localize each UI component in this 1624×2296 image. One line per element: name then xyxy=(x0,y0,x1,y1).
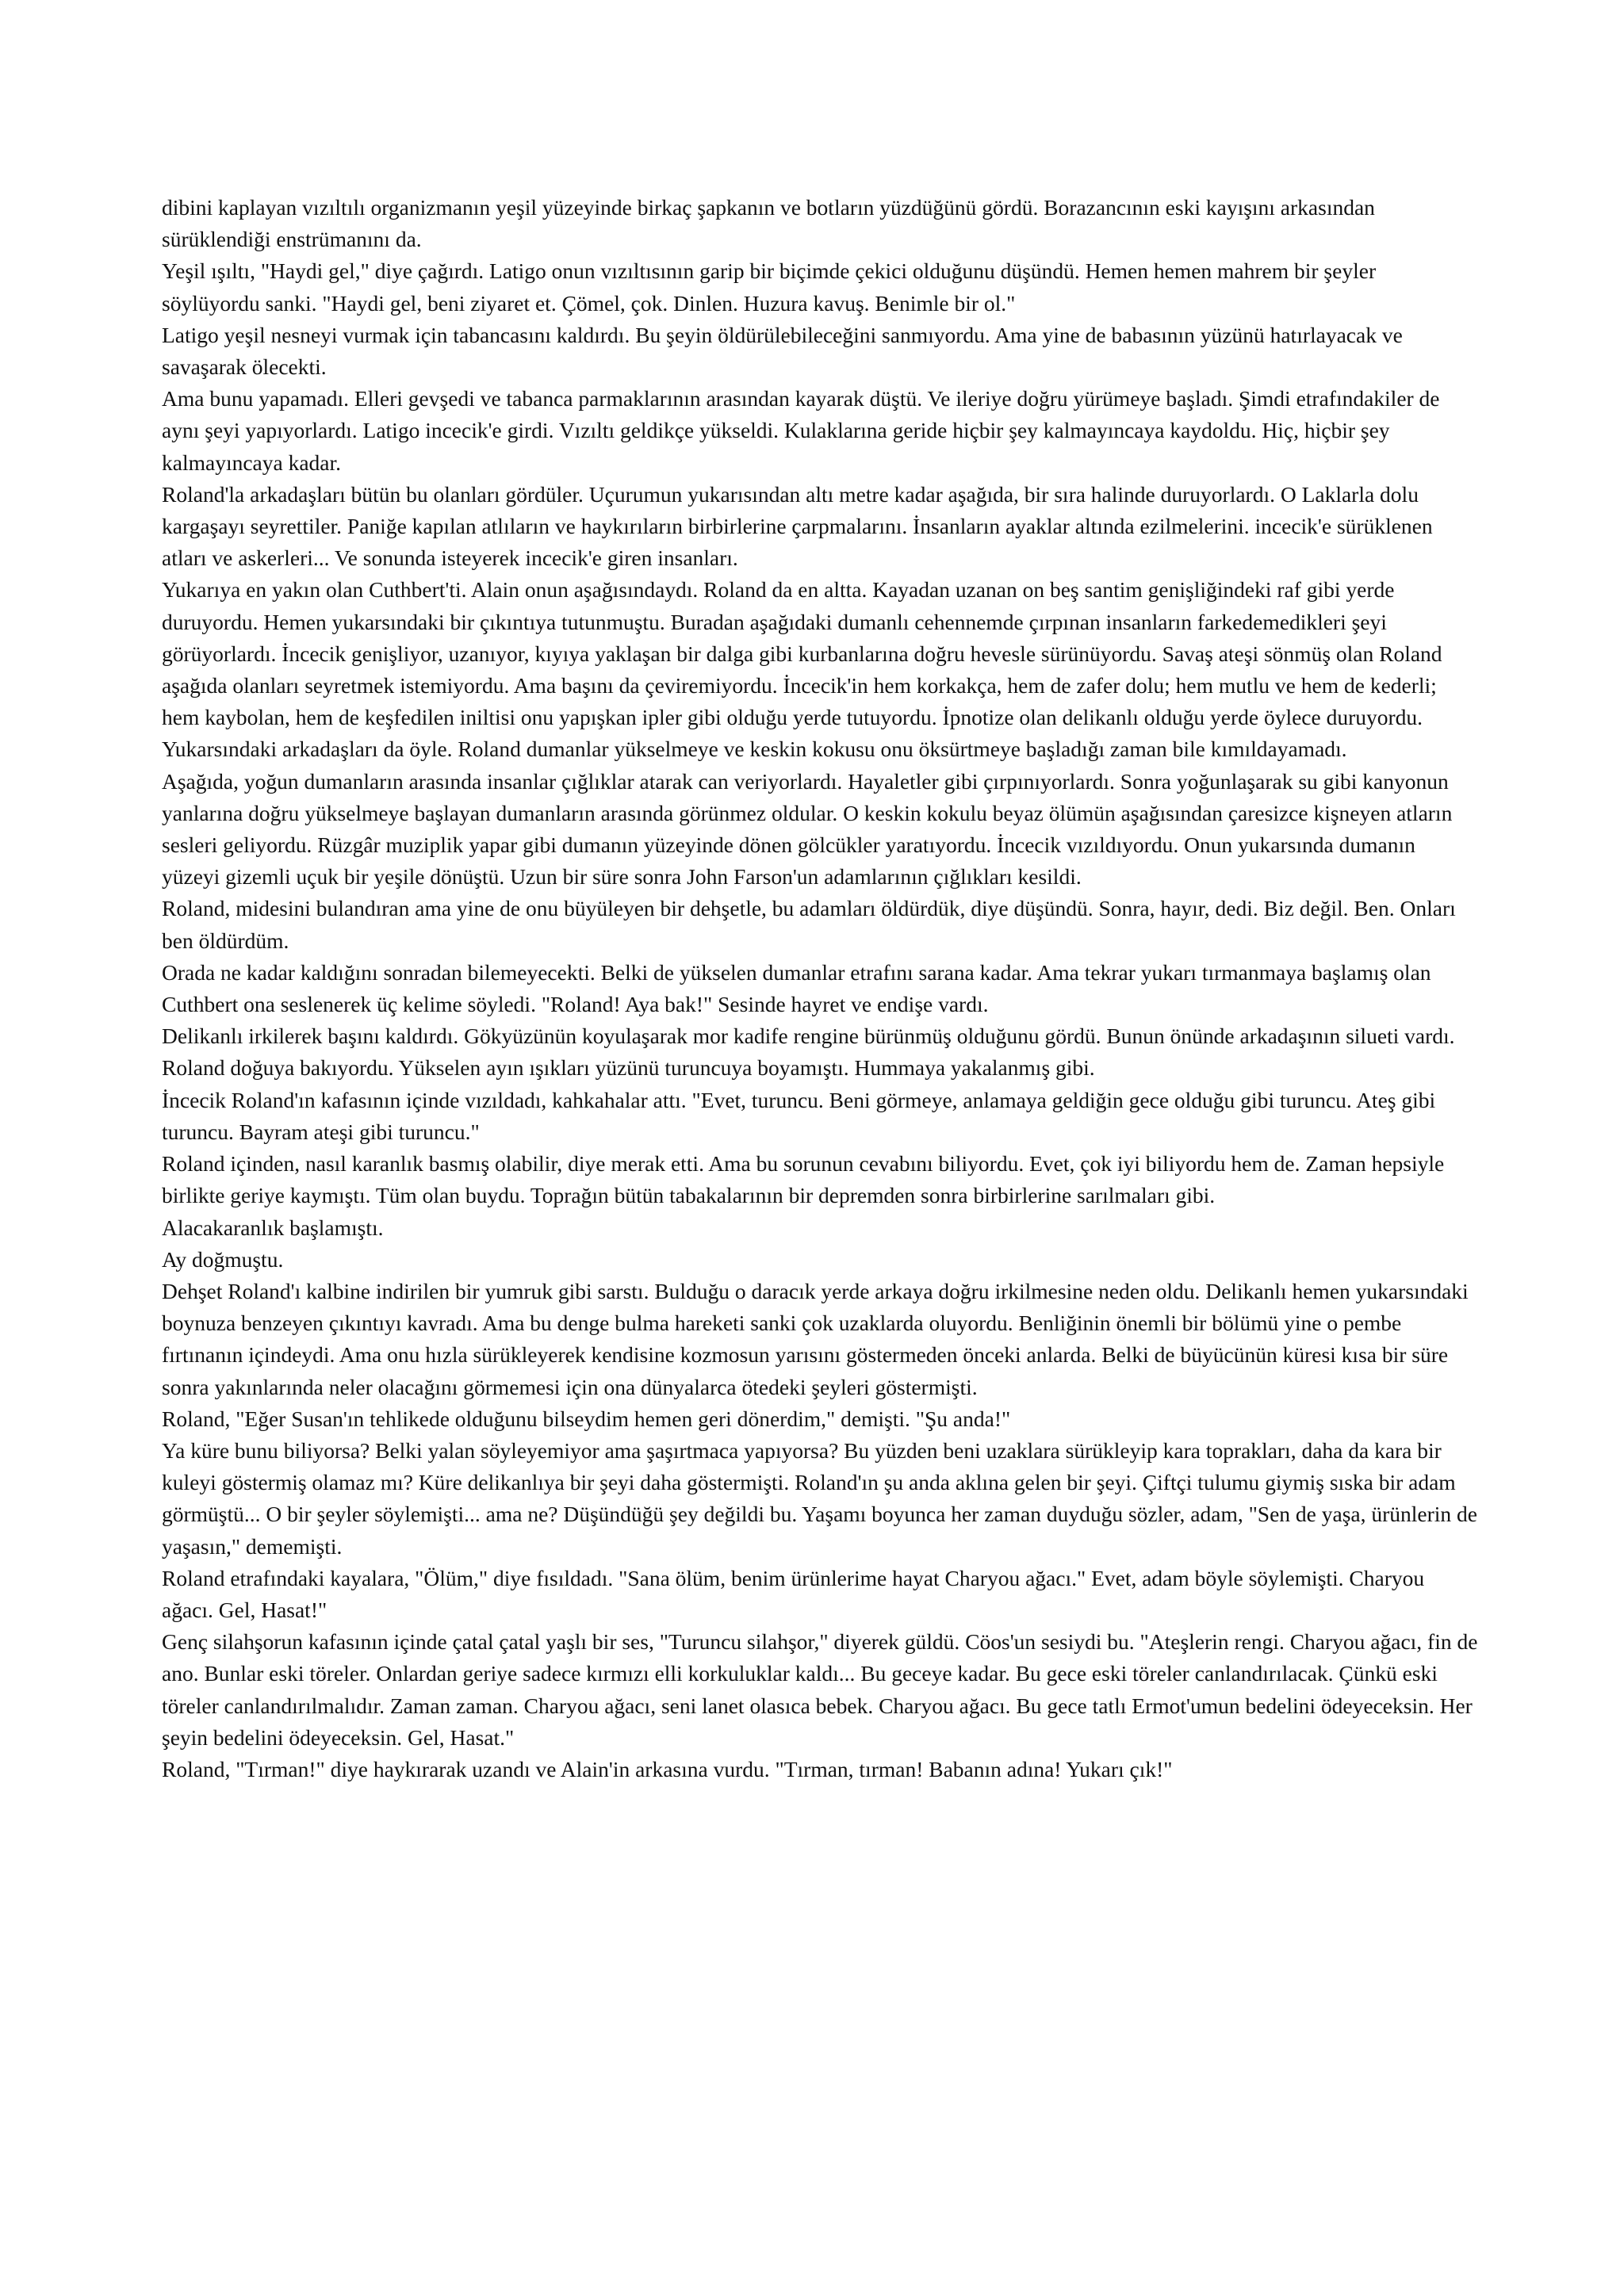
paragraph: Roland, "Tırman!" diye haykırarak uzandı ve Alain'in arkasına vurdu. "Tırman, tırman! Babanın adına! Yukarı çık!" xyxy=(162,1756,1173,1781)
paragraph: Ya küre bunu biliyorsa? Belki yalan söyleyemiyor ama şaşırtmaca yapıyorsa? Bu yüzden beni uzaklara sürükleyip kara toprakları, daha da kara bir kuleyi göstermiş olamaz mı? Küre delikanlıya bir şeyi daha göstermişti. Roland'ın şu anda aklına gelen bir şeyi. Çiftçi tulumu giymiş sıska bir adam görmüştü... O bir şeyler söylemişti... ama ne? Düşündüğü şey değildi bu. Yaşamı boyunca her zaman duyduğu sözler, adam, "Sen de yaşa, ürünlerin de yaşasın," dememişti. xyxy=(162,1437,1478,1559)
paragraph: Yeşil ışıltı, "Haydi gel," diye çağırdı. Latigo onun vızıltısının garip bir biçimde çekici olduğunu düşündü. Hemen hemen mahrem bir şeyler söylüyordu sanki. "Haydi gel, beni ziyaret et. Çömel, çok. Dinlen. Huzura kavuş. Benimle bir ol." xyxy=(162,258,1377,316)
paragraph: Delikanlı irkilerek başını kaldırdı. Gökyüzünün koyulaşarak mor kadife rengine bürünmüş olduğunu gördü. Bunun önünde arkadaşının silueti vardı. Roland doğuya bakıyordu. Yükselen ayın ışıkları yüzünü turuncuya boyamıştı. Hummaya yakalanmış gibi. xyxy=(162,1024,1455,1081)
paragraph: Yukarıya en yakın olan Cuthbert'ti. Alain onun aşağısındaydı. Roland da en altta. Kayadan uzanan on beş santim genişliğindeki raf gibi yerde duruyordu. Hemen yukarsındaki bir çıkıntıya tutunmuştu. Buradan aşağıdaki dumanlı cehennemde çırpınan insanların farkedemedikleri şeyi görüyorlardı. İncecik genişliyor, uzanıyor, kıyıya yaklaşan bir dalga gibi kurbanlarına doğru hevesle sürünüyordu. Savaş ateşi sönmüş olan Roland aşağıda olanları seyretmek istemiyordu. Ama başını da çeviremiyordu. İncecik'in hem korkakça, hem de zafer dolu; hem mutlu ve hem de kederli; hem kaybolan, hem de keşfedilen iniltisi onu yapışkan ipler gibi olduğu yerde tutuyordu. İpnotize olan delikanlı olduğu yerde öylece duruyordu. Yukarsındaki arkadaşları da öyle. Roland dumanlar yükselmeye ve keskin kokusu onu öksürtmeye başladığı zaman bile kımıldayamadı. xyxy=(162,577,1442,762)
paragraph: Dehşet Roland'ı kalbine indirilen bir yumruk gibi sarstı. Bulduğu o daracık yerde arkaya doğru irkilmesine neden oldu. Delikanlı hemen yukarsındaki boynuza benzeyen çıkıntıyı kavradı. Ama bu denge bulma hareketi sanki çok uzaklarda oluyordu. Benliğinin önemli bir bölümü yine o pembe fırtınanın içindeydi. Ama onu hızla sürükleyerek kendisine kozmosun yarısını göstermeden önceki anlarda. Belki de büyücünün küresi kısa bir süre sonra yakınlarında neler olacağını görmemesi için ona dünyalarca ötedeki şeyleri göstermişti. xyxy=(162,1278,1469,1399)
paragraph: Roland, "Eğer Susan'ın tehlikede olduğunu bilseydim hemen geri dönerdim," demişti. "Şu anda!" xyxy=(162,1406,1011,1431)
paragraph: Roland'la arkadaşları bütün bu olanları gördüler. Uçurumun yukarısından altı metre kadar aşağıda, bir sıra halinde duruyorlardı. O Laklarla dolu kargaşayı seyrettiler. Paniğe kapılan atlıların ve haykırıların birbirlerine çarpmalarını. İnsanların ayaklar altında ezilmelerini. incecik'e sürüklenen atları ve askerleri... Ve sonunda isteyerek incecik'e giren insanları. xyxy=(162,481,1433,571)
paragraph: dibini kaplayan vızıltılı organizmanın yeşil yüzeyinde birkaç şapkanın ve botların yüzdüğünü gördü. Borazancının eski kayışını arkasından sürüklendiği enstrümanını da. xyxy=(162,195,1375,252)
paragraph: Orada ne kadar kaldığını sonradan bilemeyecekti. Belki de yükselen dumanlar etrafını sarana kadar. Ama tekrar yukarı tırmanmaya başlamış olan Cuthbert ona seslenerek üç kelime söyledi. "Roland! Aya bak!" Sesinde hayret ve endişe vardı. xyxy=(162,959,1431,1017)
paragraph: Genç silahşorun kafasının içinde çatal çatal yaşlı bir ses, "Turuncu silahşor," diyerek güldü. Cöos'un sesiydi bu. "Ateşlerin rengi. Charyou ağacı, fin de ano. Bunlar eski töreler. Onlardan geriye sadece kırmızı elli korkuluklar kaldı... Bu geceye kadar. Bu gece eski töreler canlandırılacak. Çünkü eski töreler canlandırılmalıdır. Zaman zaman. Charyou ağacı, seni lanet olasıca bebek. Charyou ağacı. Bu gece tatlı Ermot'umun bedelini ödeyeceksin. Her şeyin bedelini ödeyeceksin. Gel, Hasat." xyxy=(162,1629,1478,1750)
document-page xyxy=(162,192,1478,1785)
paragraph: Roland, midesini bulandıran ama yine de onu büyüleyen bir dehşetle, bu adamları öldürdük, diye düşündü. Sonra, hayır, dedi. Biz değil. Ben. Onları ben öldürdüm. xyxy=(162,896,1456,953)
paragraph: İncecik Roland'ın kafasının içinde vızıldadı, kahkahalar attı. "Evet, turuncu. Beni görmeye, anlamaya geldiğin gece olduğu gibi turuncu. Ateş gibi turuncu. Bayram ateşi gibi turuncu." xyxy=(162,1087,1436,1144)
paragraph: Roland içinden, nasıl karanlık basmış olabilir, diye merak etti. Ama bu sorunun cevabını biliyordu. Evet, çok iyi biliyordu hem de. Zaman hepsiyle birlikte geriye kaymıştı. Tüm olan buydu. Toprağın bütün tabakalarının bir depremden sonra birbirlerine sarılmaları gibi. xyxy=(162,1151,1445,1208)
paragraph: Ay doğmuştu. xyxy=(162,1246,284,1272)
paragraph: Ama bunu yapamadı. Elleri gevşedi ve tabanca parmaklarının arasından kayarak düştü. Ve ileriye doğru yürümeye başladı. Şimdi etrafındakiler de aynı şeyi yapıyorlardı. Latigo incecik'e girdi. Vızıltı geldikçe yükseldi. Kulaklarına geride hiçbir şey kalmayıncaya kaydoldu. Hiç, hiçbir şey kalmayıncaya kadar. xyxy=(162,386,1440,475)
paragraph: Alacakaranlık başlamıştı. xyxy=(162,1215,384,1240)
paragraph: Roland etrafındaki kayalara, "Ölüm," diye fısıldadı. "Sana ölüm, benim ürünlerime hayat Charyou ağacı." Evet, adam böyle söylemişti. Charyou ağacı. Gel, Hasat!" xyxy=(162,1565,1425,1622)
paragraph: Latigo yeşil nesneyi vurmak için tabancasını kaldırdı. Bu şeyin öldürülebileceğini sanmıyordu. Ama yine de babasının yüzünü hatırlayacak ve savaşarak ölecekti. xyxy=(162,322,1403,380)
paragraph: Aşağıda, yoğun dumanların arasında insanlar çığlıklar atarak can veriyorlardı. Hayaletler gibi çırpınıyorlardı. Sonra yoğunlaşarak su gibi kanyonun yanlarına doğru yükselmeye başlayan dumanların arasında görünmez oldular. O keskin kokulu beyaz ölümün aşağısından çaresizce kişneyen atların sesleri geliyordu. Rüzgâr muziplik yapar gibi dumanın yüzeyinde dönen gölcükler yaratıyordu. İncecik vızıldıyordu. Onun yukarsında dumanın yüzeyi gizemli uçuk bir yeşile dönüştü. Uzun bir süre sonra John Farson'un adamlarının çığlıkları kesildi. xyxy=(162,768,1453,890)
